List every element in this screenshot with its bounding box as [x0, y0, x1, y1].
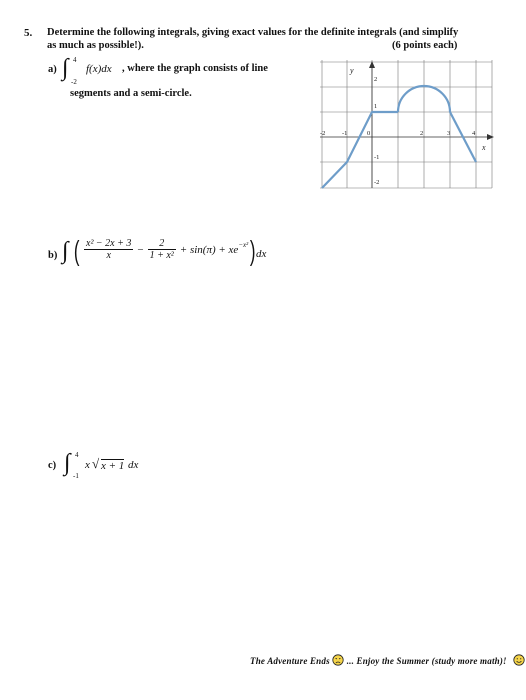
part-c-label: c) — [48, 460, 57, 471]
points-label: (6 points each) — [392, 40, 458, 51]
piecewise-graph — [320, 60, 495, 190]
part-a-upper-limit: 4 — [73, 56, 77, 64]
fraction-1 — [84, 238, 133, 261]
integral-sign-b: ∫ — [62, 238, 69, 264]
minus-sign: − — [137, 244, 144, 257]
part-a-text2: segments and a semi-circle. — [70, 88, 192, 99]
footer-text1: The Adventure Ends — [250, 656, 330, 666]
fraction-2 — [148, 238, 176, 261]
integral-sign-c: ∫ — [64, 450, 71, 476]
graph-grid — [320, 60, 492, 188]
problem-number: 5. — [24, 27, 33, 39]
left-paren: ( — [73, 235, 80, 266]
part-c-radicand: x + 1 — [101, 460, 125, 472]
fraction-1-denominator: x — [106, 250, 111, 261]
part-c-dx: dx — [128, 459, 139, 471]
y-tick-neg1: -1 — [374, 154, 380, 161]
sad-face-icon — [332, 654, 344, 666]
fraction-2-denominator: 1 + x² — [149, 250, 174, 261]
y-tick-2: 2 — [374, 76, 378, 83]
x-tick-4: 4 — [472, 130, 476, 137]
fraction-2-numerator: 2 — [148, 238, 176, 250]
part-c-x: x — [85, 459, 90, 471]
part-b-label: b) — [48, 250, 58, 261]
sqrt-symbol: √ — [92, 456, 100, 471]
fraction-1-numerator: x² − 2x + 3 — [86, 238, 132, 249]
y-tick-neg2: -2 — [374, 179, 380, 186]
integral-sign-a: ∫ — [62, 55, 69, 81]
part-b-expression — [84, 238, 248, 261]
x-tick-0: 0 — [367, 130, 371, 137]
part-b-dx: dx — [256, 248, 267, 260]
part-a-lower-limit: -2 — [71, 78, 77, 86]
part-c-lower-limit: -1 — [73, 472, 79, 480]
x-tick-3: 3 — [447, 130, 451, 137]
footer-line — [250, 654, 525, 666]
part-c-upper-limit: 4 — [75, 451, 79, 459]
problem-intro-line1: Determine the following integrals, giving exact values for the definite integrals (and simplify — [47, 27, 459, 38]
footer-text2: ... Enjoy the Summer (study more math)! — [346, 656, 507, 666]
part-a-integrand: f(x)dx — [86, 63, 112, 75]
smiley-face-icon — [513, 654, 525, 666]
graph-x-label: x — [482, 143, 486, 152]
graph-y-label: y — [350, 66, 354, 75]
x-tick-neg2: -2 — [320, 130, 326, 137]
part-b-exponent: −x² — [238, 240, 249, 249]
problem-intro-line2: as much as possible!). — [47, 40, 144, 51]
right-paren: ) — [249, 235, 256, 266]
part-b-rest: + sin(π) + xe — [179, 244, 239, 257]
part-a-text1: , where the graph consists of line — [122, 63, 268, 74]
part-a-label: a) — [48, 64, 57, 75]
x-axis-arrow — [487, 134, 494, 140]
x-tick-2: 2 — [420, 130, 424, 137]
y-tick-1: 1 — [374, 103, 378, 110]
x-tick-neg1: -1 — [342, 130, 348, 137]
